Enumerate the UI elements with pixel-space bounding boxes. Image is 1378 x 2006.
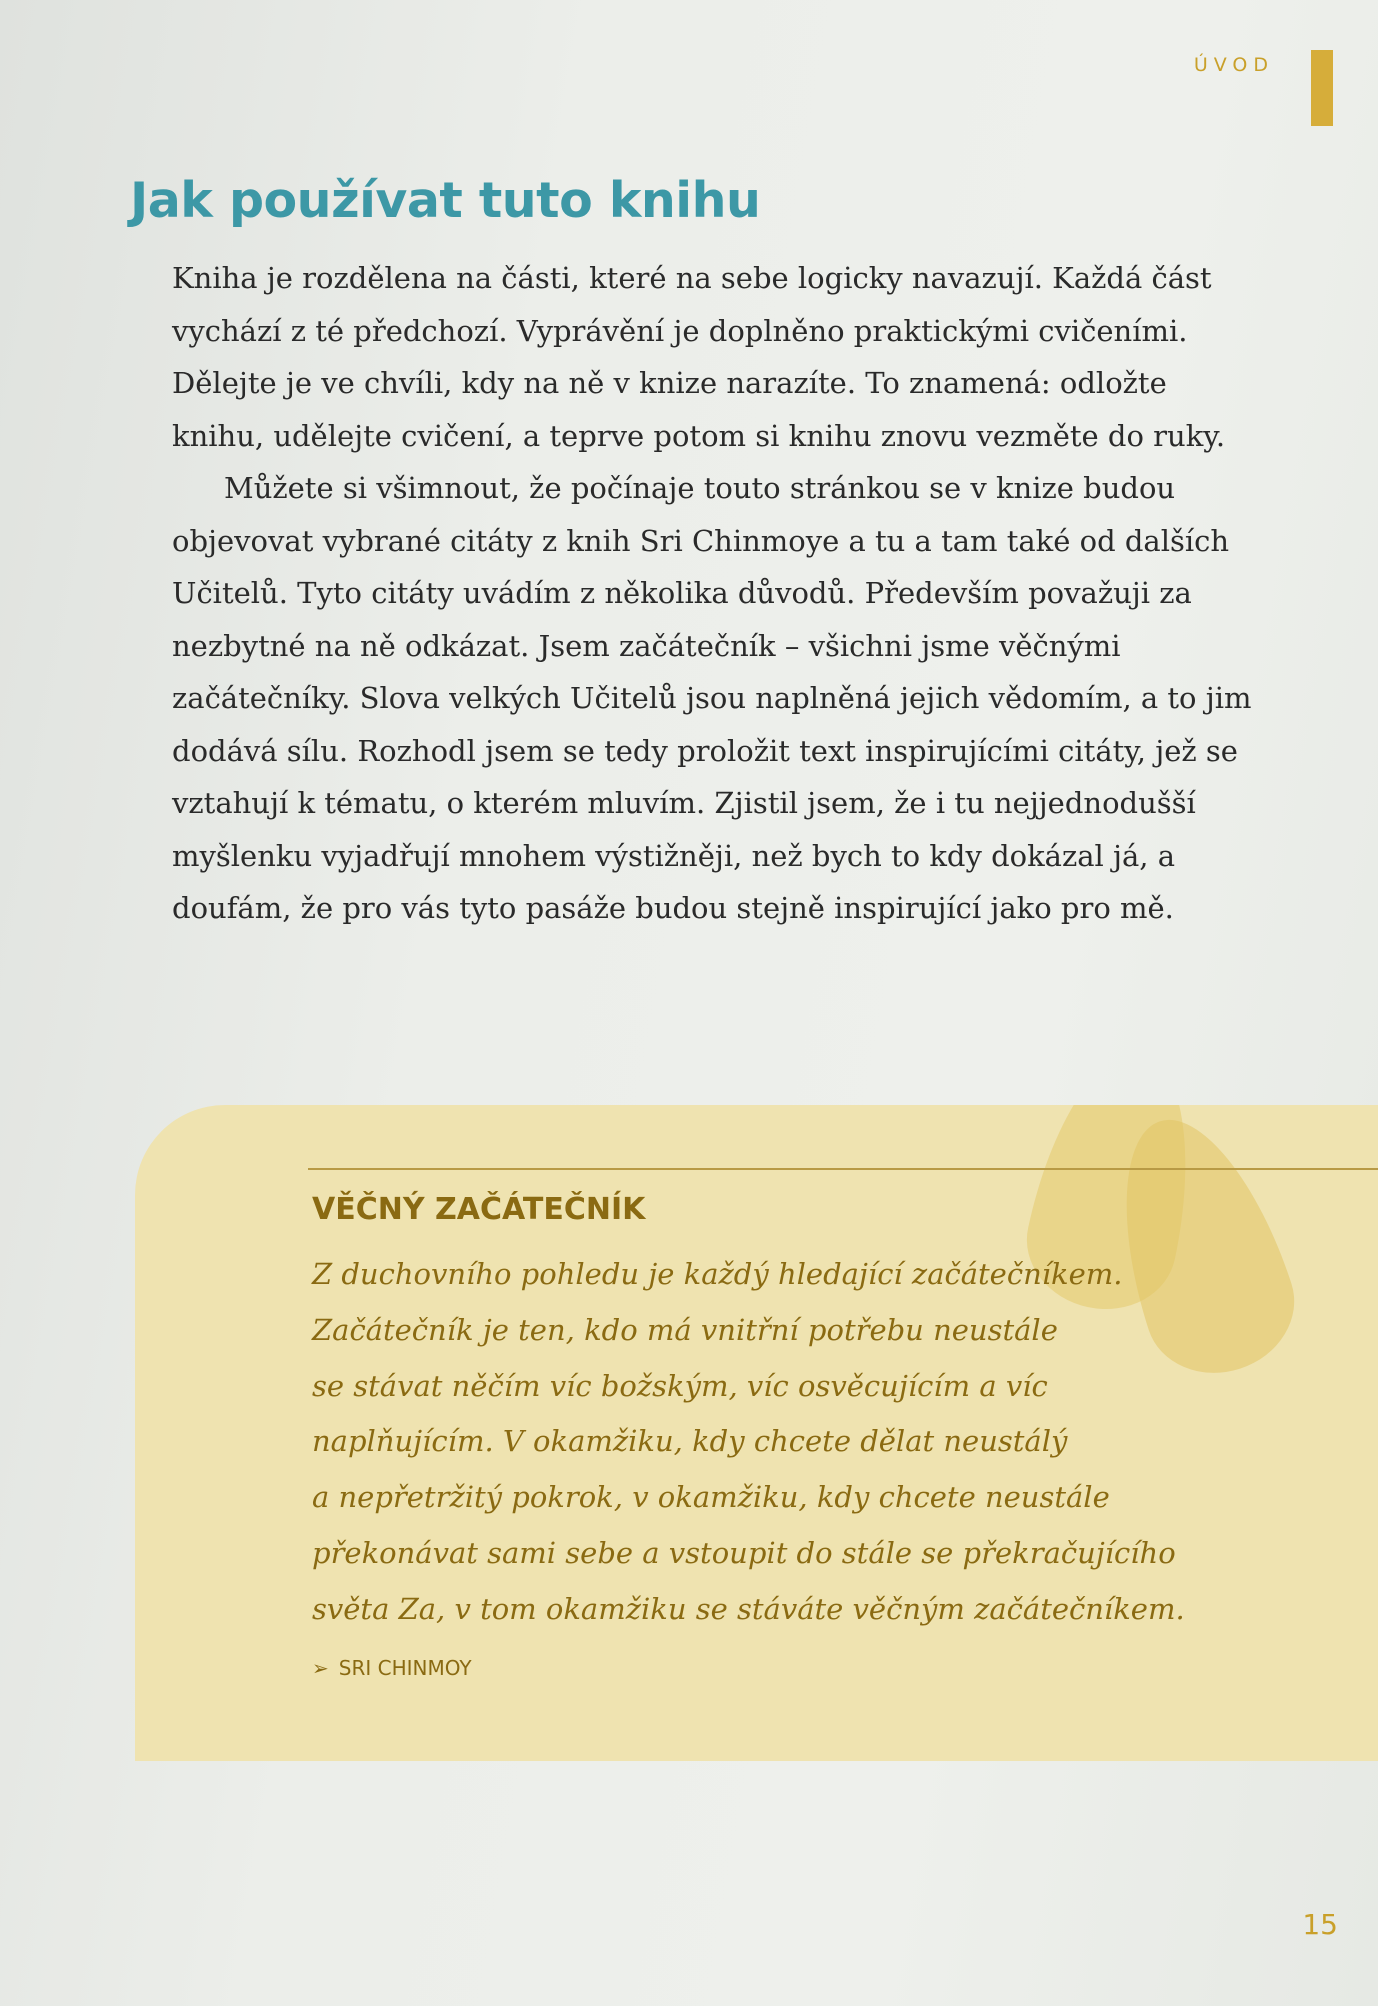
quote-line: Začátečník je ten, kdo má vnitřní potřebu neustále	[312, 1312, 1058, 1347]
page-number: 15	[1302, 1908, 1338, 1941]
quote-line: překonávat sami sebe a vstoupit do stále se překračujícího	[312, 1535, 1176, 1570]
arrow-icon: ➢	[312, 1656, 329, 1680]
quote-line: se stávat něčím víc božským, víc osvěcujícím a víc	[312, 1368, 1048, 1403]
quote-divider	[308, 1168, 1378, 1170]
quote-line: naplňujícím. V okamžiku, kdy chcete dělat neustálý	[312, 1424, 1068, 1459]
quote-line: a nepřetržitý pokrok, v okamžiku, kdy chcete neustále	[312, 1480, 1110, 1515]
section-marker-bar	[1311, 50, 1333, 126]
quote-author	[312, 1656, 472, 1680]
section-label: ÚVOD	[1193, 54, 1274, 76]
body-text	[172, 252, 1262, 935]
paragraph-1: Kniha je rozdělena na části, které na sebe logicky navazují. Každá část vychází z té předchozí. Vyprávění je doplněno praktickými cvičeními. Dělejte je ve chvíli, kdy na ně v knize narazíte. To znamená: odložte knihu, udělejte cvičení, a teprve potom si knihu znovu vezměte do ruky.	[172, 261, 1226, 453]
quote-line: Z duchovního pohledu je každý hledající začátečníkem.	[312, 1257, 1123, 1291]
quote-heading: VĚČNÝ ZAČÁTEČNÍK	[312, 1192, 646, 1227]
quote-author-name: SRI CHINMOY	[338, 1656, 472, 1680]
paragraph-2: Můžete si všimnout, že počínaje touto stránkou se v knize budou objevovat vybrané citáty z knih Sri Chinmoye a tu a tam také od dalších Učitelů. Tyto citáty uvádím z několika důvodů. Především považuji za nezbytné na ně odkázat. Jsem začátečník – všichni jsme věčnými začátečníky. Slova velkých Učitelů jsou naplněná jejich vědomím, a to jim dodává sílu. Rozhodl jsem se tedy proložit text inspirujícími citáty, jež se vztahují k tématu, o kterém mluvím. Zjistil jsem, že i tu nejjednodušší myšlenku vyjadřují mnohem výstižněji, než bych to kdy dokázal já, a doufám, že pro vás tyto pasáže budou stejně inspirující jako pro mě.	[172, 471, 1252, 925]
page-title: Jak používat tuto knihu	[130, 172, 761, 229]
quote-line: světa Za, v tom okamžiku se stáváte věčným začátečníkem.	[312, 1591, 1185, 1626]
quote-text	[312, 1247, 1312, 1638]
